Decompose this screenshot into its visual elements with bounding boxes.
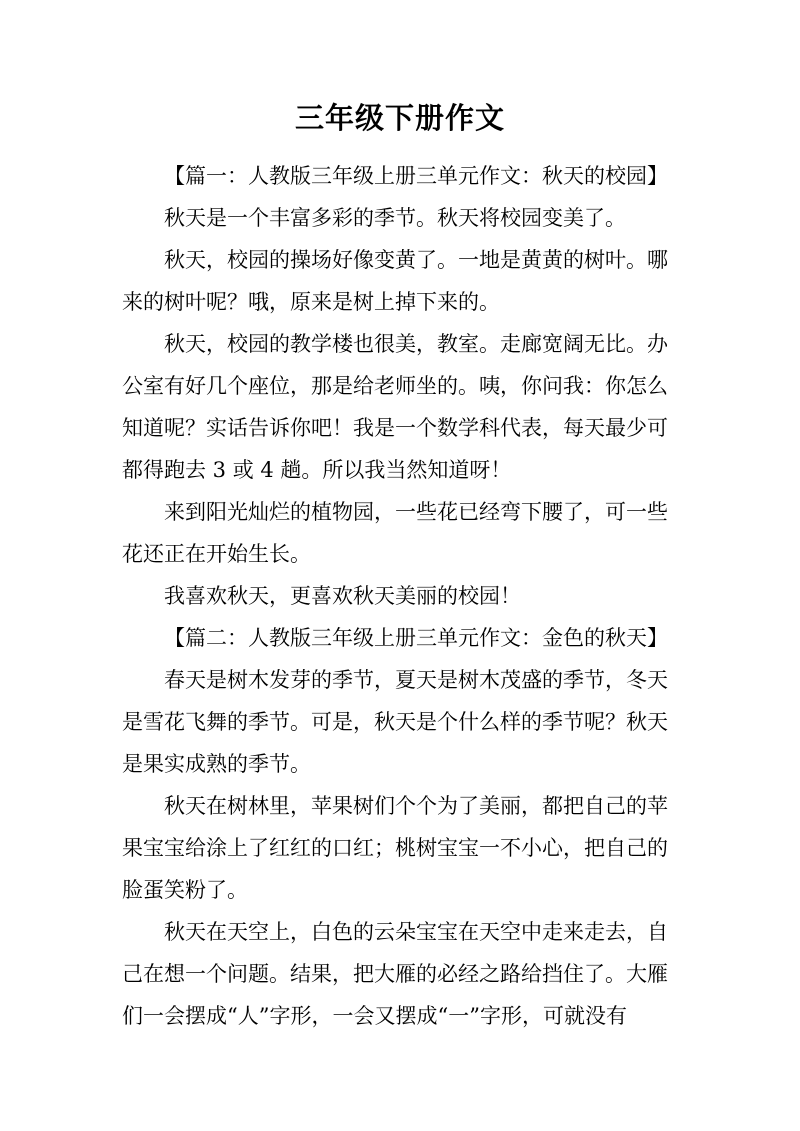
text-line: 是雪花飞舞的季节。可是，秋天是个什么样的季节呢？秋天	[122, 710, 668, 734]
document-title: 三年级下册作文	[294, 101, 505, 135]
text-line: 秋天是一个丰富多彩的季节。秋天将校园变美了。	[164, 206, 626, 230]
text-line: 果宝宝给涂上了红红的口红；桃树宝宝一不小心，把自己的	[122, 836, 668, 860]
text-line: 【篇二：人教版三年级上册三单元作文：金色的秋天】	[164, 626, 668, 650]
text-line: 秋天在树林里，苹果树们个个为了美丽，都把自己的苹	[164, 794, 668, 818]
text-line: 己在想一个问题。结果，把大雁的必经之路给挡住了。大雁	[122, 962, 668, 986]
text-line: 秋天，校园的教学楼也很美，教室。走廊宽阔无比。办	[164, 332, 668, 356]
text-line: 公室有好几个座位，那是给老师坐的。咦，你问我：你怎么	[122, 374, 668, 398]
text-line: 来的树叶呢？哦，原来是树上掉下来的。	[122, 290, 500, 314]
text-line: 花还正在开始生长。	[122, 542, 311, 566]
text-line: 来到阳光灿烂的植物园，一些花已经弯下腰了，可一些	[164, 500, 668, 524]
text-line: 秋天在天空上，白色的云朵宝宝在天空中走来走去，自	[164, 920, 668, 944]
text-line: 是果实成熟的季节。	[122, 752, 311, 776]
text-line: 知道呢？实话告诉你吧！我是一个数学科代表，每天最少可	[122, 416, 668, 440]
text-line: 秋天，校园的操场好像变黄了。一地是黄黄的树叶。哪	[164, 248, 668, 272]
text-line: 我喜欢秋天，更喜欢秋天美丽的校园！	[164, 584, 521, 608]
text-line: 们一会摆成“人”字形，一会又摆成“一”字形，可就没有	[122, 1004, 627, 1028]
text-line: 脸蛋笑粉了。	[122, 878, 248, 902]
text-line: 都得跑去 3 或 4 趟。所以我当然知道呀！	[122, 458, 512, 482]
document-body	[122, 155, 684, 1037]
text-line: 春天是树木发芽的季节，夏天是树木茂盛的季节，冬天	[164, 668, 668, 692]
text-line: 【篇一：人教版三年级上册三单元作文：秋天的校园】	[164, 164, 668, 188]
